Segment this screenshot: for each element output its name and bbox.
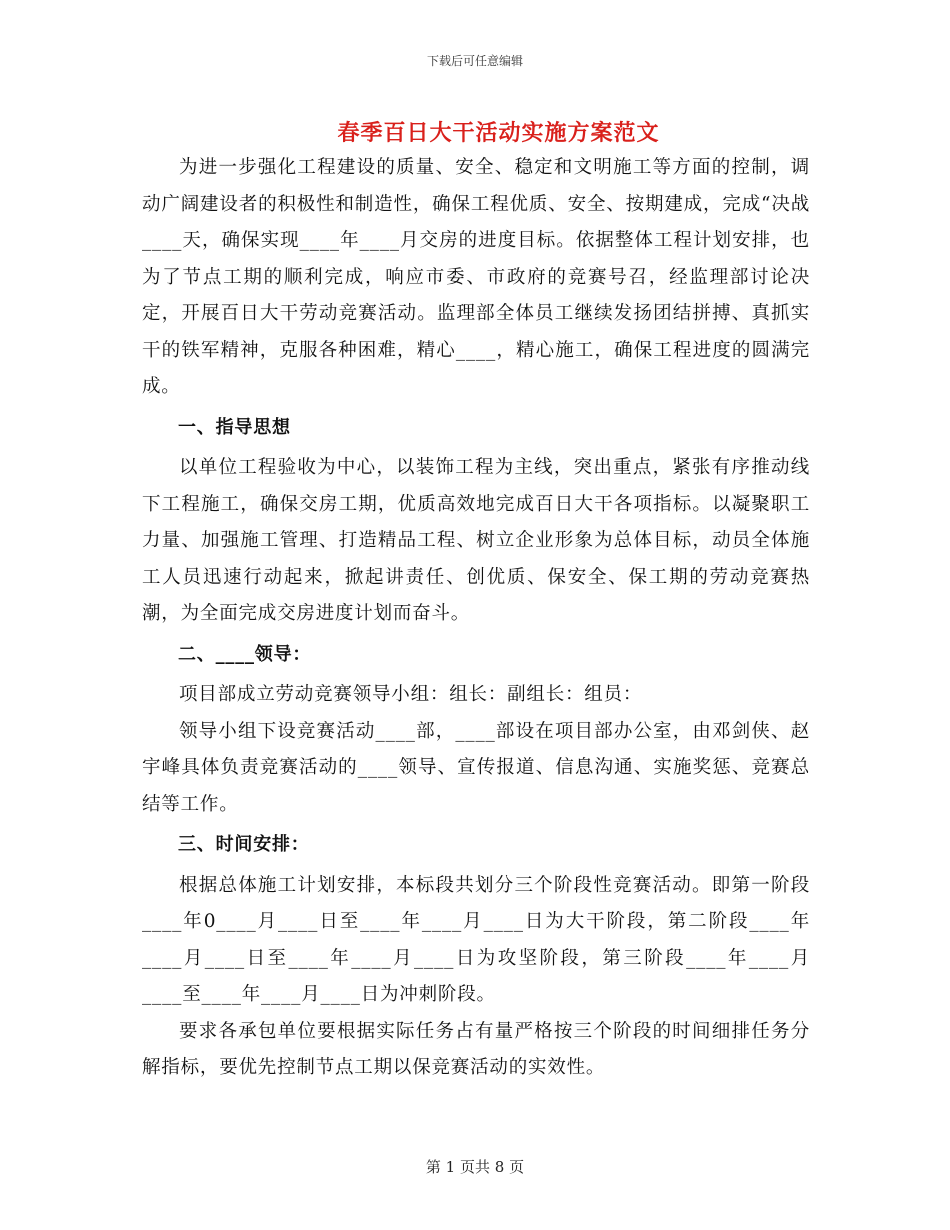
section-heading-guiding-ideology: 一、指导思想 [178, 416, 291, 438]
leadership-office-paragraph: 领导小组下设竞赛活动____部，____部设在项目部办公室，由邓剑侠、赵宇峰具体负责竞赛活动的____领导、宣传报道、信息沟通、实施奖惩、竞赛总结等工作。 [142, 720, 810, 815]
leadership-members-paragraph: 项目部成立劳动竞赛领导小组：组长：副组长：组员： [179, 684, 643, 705]
header-note: 下载后可任意编辑 [426, 54, 523, 68]
schedule-requirements-paragraph: 要求各承包单位要根据实际任务占有量严格按三个阶段的时间细排任务分解指标，要优先控制节点工期以保竞赛活动的实效性。 [142, 1020, 810, 1078]
document-body [142, 150, 810, 1087]
page-number-footer: 第 1 页共 8 页 [425, 1158, 525, 1176]
guiding-ideology-paragraph: 以单位工程验收为中心，以装饰工程为主线，突出重点，紧张有序推动线下工程施工，确保交房工期，优质高效地完成百日大干各项指标。以凝聚职工力量、加强施工管理、打造精品工程、树立企业形象为总体目标，动员全体施工人员迅速行动起来，掀起讲责任、创优质、保安全、保工期的劳动竞赛热潮，为全面完成交房进度计划而奋斗。 [142, 457, 810, 624]
section-heading-leadership: 二、____领导： [178, 643, 312, 665]
section-heading-schedule: 三、时间安排： [178, 834, 310, 855]
intro-paragraph: 为进一步强化工程建设的质量、安全、稳定和文明施工等方面的控制，调动广阔建设者的积极性和制造性，确保工程优质、安全、按期建成，完成“决战____天，确保实现____年____月交房的进度目标。依据整体工程计划安排，也为了节点工期的顺利完成，响应市委、市政府的竞赛号召，经监理部讨论决定，开展百日大干劳动竞赛活动。监理部全体员工继续发扬团结拼搏、真抓实干的铁军精神，克服各种困难，精心____，精心施工，确保工程进度的圆满完成。 [142, 157, 810, 397]
document-title: 春季百日大干活动实施方案范文 [337, 120, 660, 146]
schedule-phases-paragraph: 根据总体施工计划安排，本标段共划分三个阶段性竞赛活动。即第一阶段____年0____月____日至____年____月____日为大干阶段，第二阶段____年____月____日至____年____月____日为攻坚阶段，第三阶段____年____月____至____年____月____日为冲刺阶段。 [142, 874, 810, 1005]
